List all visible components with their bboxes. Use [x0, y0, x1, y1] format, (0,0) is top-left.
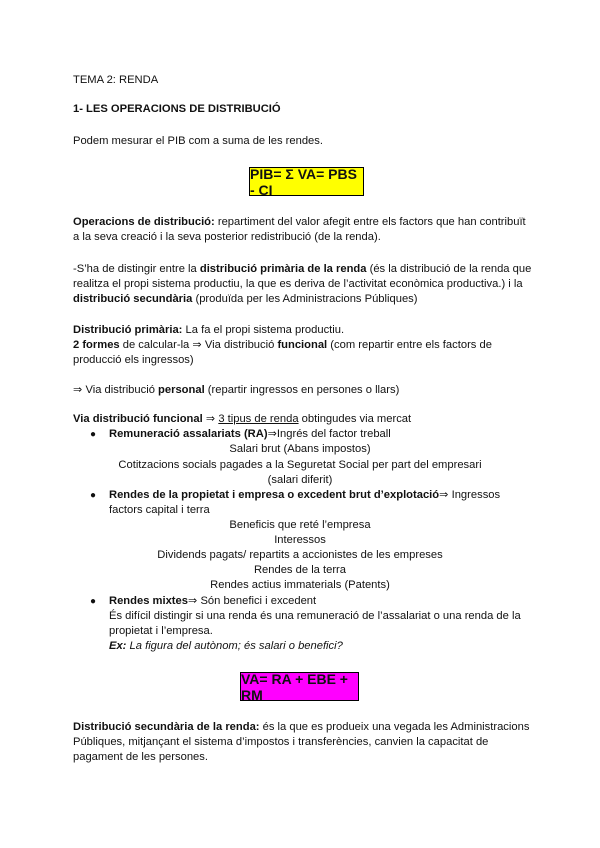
- personal-term: personal: [158, 384, 205, 396]
- bullet-3-line2: És difícil distingir si una renda és una remuneració de l’assalariat o una renda de la: [109, 610, 521, 622]
- distinguish-line3: [73, 292, 418, 307]
- distinguish-primary-term: distribució primària de la renda: [199, 263, 367, 275]
- bullet-1-line4: (salari diferit): [267, 474, 333, 486]
- example-text: La figura del autònom; és salari o benefici?: [126, 640, 343, 652]
- bullet-2-item: Rendes de la terra: [253, 564, 347, 576]
- bullet-2-marker: ●: [90, 490, 97, 501]
- formula-pib: PIB= Σ VA= PBS - CI: [250, 165, 357, 198]
- section-heading: 1- LES OPERACIONS DE DISTRIBUCIÓ: [73, 103, 281, 115]
- ways-funcional: funcional: [277, 339, 328, 351]
- secundaria-line3: pagament de les persones.: [73, 751, 208, 763]
- bullet-2-line: [109, 488, 500, 503]
- ways-text-b: de calcular-la ⇒ Via distribució: [119, 339, 278, 351]
- funcional-rest: obtingudes via mercat: [298, 413, 412, 425]
- secundaria-line2: Públiques, mitjançant el sistema d’impostos i transferències, canvien la capacitat de: [73, 736, 489, 748]
- ops-label: Operacions de distribució:: [73, 216, 215, 228]
- bullet-3-label: Rendes mixtes: [109, 595, 188, 607]
- distinguish-text1a: -S’ha de distingir entre la: [73, 263, 200, 275]
- bullet-1-text: ⇒Ingrés del factor treball: [267, 428, 391, 440]
- intro-paragraph: Podem mesurar el PIB com a suma de les rendes.: [73, 135, 323, 147]
- personal-text-c: (repartir ingressos en persones o llars): [204, 384, 400, 396]
- bullet-1-marker: ●: [90, 429, 97, 440]
- bullet-2-line2: factors capital i terra: [109, 504, 210, 516]
- formula-va: VA= RA + EBE + RM: [241, 670, 348, 703]
- example-label: Ex:: [109, 640, 127, 652]
- document-title: TEMA 2: RENDA: [73, 74, 159, 86]
- ways-count: 2 formes: [73, 339, 120, 351]
- bullet-1-line: [109, 427, 391, 442]
- funcional-arrow: ⇒: [202, 413, 219, 425]
- bullet-2-label: Rendes de la propietat i empresa o excedent brut d’explotació: [109, 489, 440, 501]
- formula-pib-box: [249, 167, 364, 196]
- personal-text-a: ⇒ Via distribució: [73, 384, 159, 396]
- primaria-line: [73, 323, 344, 338]
- ops-text1: repartiment del valor afegit entre els factors que han contribuït: [214, 216, 526, 228]
- funcional-line: [73, 412, 411, 427]
- distinguish-line2: realitza el propi sistema productiu, la que es deriva de l’activitat econòmica productiva.) i la: [73, 278, 523, 290]
- secundaria-text1: és la que es produeix una vegada les Administracions: [259, 721, 530, 733]
- bullet-3-marker: ●: [90, 596, 97, 607]
- ops-paragraph-line2: a la seva creació i la seva posterior redistribució (de la renda).: [73, 231, 381, 243]
- bullet-1-label: Remuneració assalariats (RA): [109, 428, 268, 440]
- bullet-3-text: ⇒ Són benefici i excedent: [187, 595, 317, 607]
- funcional-underlined: 3 tipus de renda: [218, 413, 299, 425]
- primaria-label: Distribució primària:: [73, 324, 183, 336]
- funcional-label: Via distribució funcional: [73, 413, 203, 425]
- bullet-2-item: Beneficis que reté l’empresa: [229, 519, 371, 531]
- bullet-3-line: [109, 594, 316, 609]
- bullet-2-item: Rendes actius immaterials (Patents): [210, 579, 390, 591]
- secundaria-line1: [73, 720, 529, 735]
- distinguish-text1c: (és la distribució de la renda que: [366, 263, 532, 275]
- formula-va-box: [240, 672, 359, 701]
- distinguish-text3b: (produïda per les Administracions Públiques): [192, 293, 418, 305]
- personal-line: [73, 383, 399, 398]
- bullet-3-example: [109, 639, 343, 654]
- ways-text-d: (com repartir entre els factors de: [327, 339, 492, 351]
- bullet-1-line2: Salari brut (Abans impostos): [229, 443, 371, 455]
- bullet-2-item: Dividends pagats/ repartits a accionistes de les empreses: [157, 549, 443, 561]
- secundaria-label: Distribució secundària de la renda:: [73, 721, 260, 733]
- bullet-2-text: ⇒ Ingressos: [439, 489, 501, 501]
- distinguish-secondary-term: distribució secundària: [73, 293, 193, 305]
- ways-line1: [73, 338, 492, 353]
- ops-paragraph-line1: [73, 215, 526, 230]
- ways-line2: producció els ingressos): [73, 354, 194, 366]
- bullet-3-line3: propietat i l’empresa.: [109, 625, 213, 637]
- distinguish-line1: [73, 262, 531, 277]
- bullet-2-item: Interessos: [274, 534, 326, 546]
- bullet-1-line3: Cotitzacions socials pagades a la Seguretat Social per part del empresari: [118, 459, 482, 471]
- primaria-text: La fa el propi sistema productiu.: [182, 324, 345, 336]
